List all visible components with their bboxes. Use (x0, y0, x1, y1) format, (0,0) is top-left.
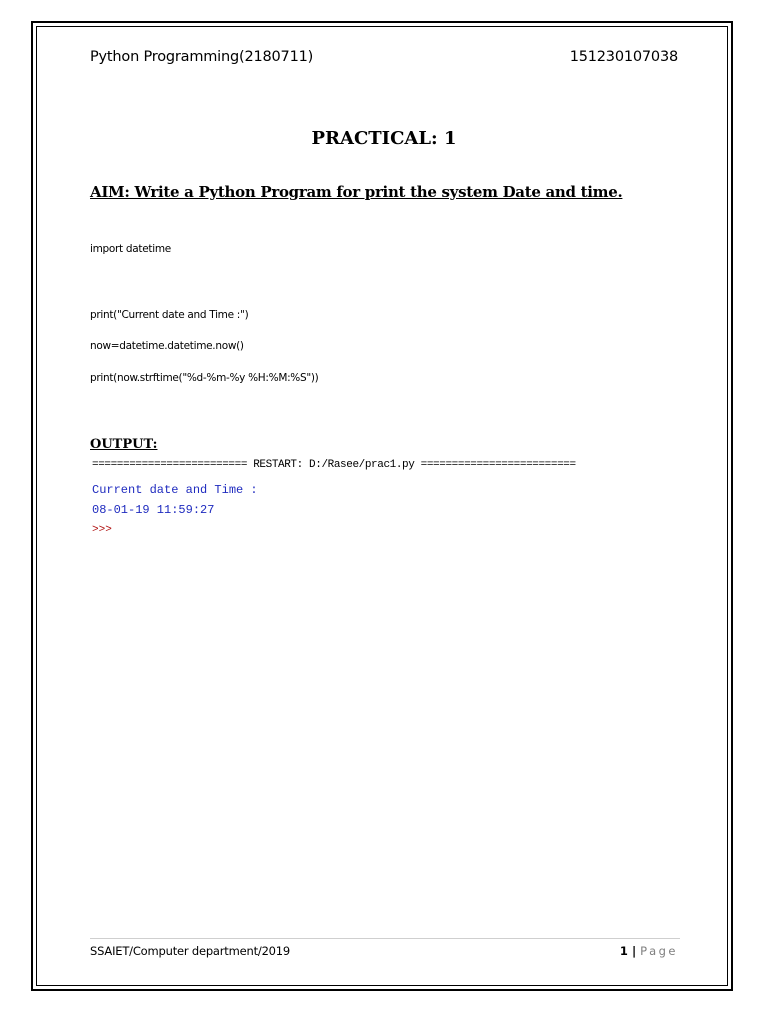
shell-restart-line: ========================= RESTART: D:/Rasee/prac1.py ========================= (92, 459, 576, 471)
page-word: Page (640, 944, 678, 958)
page-title: PRACTICAL: 1 (311, 128, 457, 149)
aim-statement: AIM: Write a Python Program for print the system Date and time. (90, 183, 623, 201)
shell-output-datetime: 08-01-19 11:59:27 (92, 503, 215, 517)
shell-prompt: >>> (92, 524, 112, 536)
shell-output-line: Current date and Time : (92, 483, 258, 497)
footer-department: SSAIET/Computer department/2019 (90, 944, 291, 958)
footer-divider (90, 938, 680, 939)
header-enrollment: 151230107038 (569, 49, 678, 65)
code-line-import: import datetime (90, 243, 171, 255)
header-course: Python Programming(2180711) (90, 49, 314, 65)
footer-page-indicator (620, 944, 678, 958)
code-line-print-time: print(now.strftime("%d-%m-%y %H:%M:%S")) (90, 372, 319, 384)
code-line-print-heading: print("Current date and Time :") (90, 309, 249, 321)
page-number: 1 (619, 944, 628, 958)
page-separator: | (627, 944, 641, 958)
output-heading: OUTPUT: (90, 437, 158, 452)
code-line-now: now=datetime.datetime.now() (90, 340, 244, 352)
